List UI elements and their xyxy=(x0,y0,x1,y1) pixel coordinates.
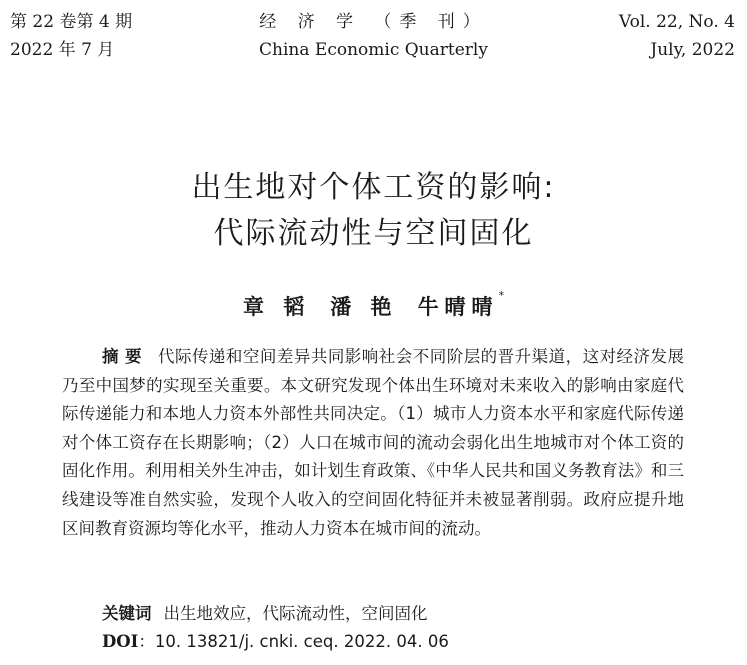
author-3: 牛晴晴 xyxy=(417,295,499,319)
title-line-1: 出生地对个体工资的影响: xyxy=(191,170,556,205)
volume-date: July, 2022 xyxy=(650,40,735,60)
abstract-label: 摘要 xyxy=(102,347,148,366)
keywords-text: 出生地效应，代际流动性，空间固化 xyxy=(163,604,428,623)
keywords xyxy=(102,600,428,628)
volume-block xyxy=(619,8,735,64)
author-footnote-mark: * xyxy=(498,289,505,302)
abstract xyxy=(62,343,684,543)
author-2: 潘 艳 xyxy=(330,295,398,319)
doi-value: ：10. 13821/j. cnki. ceq. 2022. 04. 06 xyxy=(138,632,449,651)
author-list xyxy=(0,291,747,321)
abstract-text: 代际传递和空间差异共同影响社会不同阶层的晋升渠道，这对经济发展乃至中国梦的实现至关重要。本文研究发现个体出生环境对未来收入的影响由家庭代际传递能力和本地人力资本外部性共同决定。（1）城市人力资本水平和家庭代际传递对个体工资存在长期影响；（2）人口在城市间的流动会弱化出生地城市对个体工资的固化作用。利用相关外生冲击，如计划生育政策、《中华人民共和国义务教育法》和三线建设等准自然实验，发现个人收入的空间固化特征并未被显著削弱。政府应提升地区间教育资源均等化水平，推动人力资本在城市间的流动。 xyxy=(62,347,684,538)
doi-label: DOI xyxy=(102,632,139,651)
doi xyxy=(102,628,449,656)
keywords-label: 关键词 xyxy=(102,604,152,623)
issue-number: 第 22 卷第 4 期 xyxy=(10,12,133,32)
title-line-2: 代际流动性与空间固化 xyxy=(213,216,534,251)
volume-number: Vol. 22, No. 4 xyxy=(618,12,735,32)
paper-title xyxy=(0,165,747,257)
author-1: 章 韬 xyxy=(242,295,311,319)
journal-name-en: China Economic Quarterly xyxy=(259,40,488,60)
journal-name-cn: 经 济 学 （季 刊） xyxy=(259,12,488,32)
issue-date: 2022 年 7 月 xyxy=(10,40,115,60)
